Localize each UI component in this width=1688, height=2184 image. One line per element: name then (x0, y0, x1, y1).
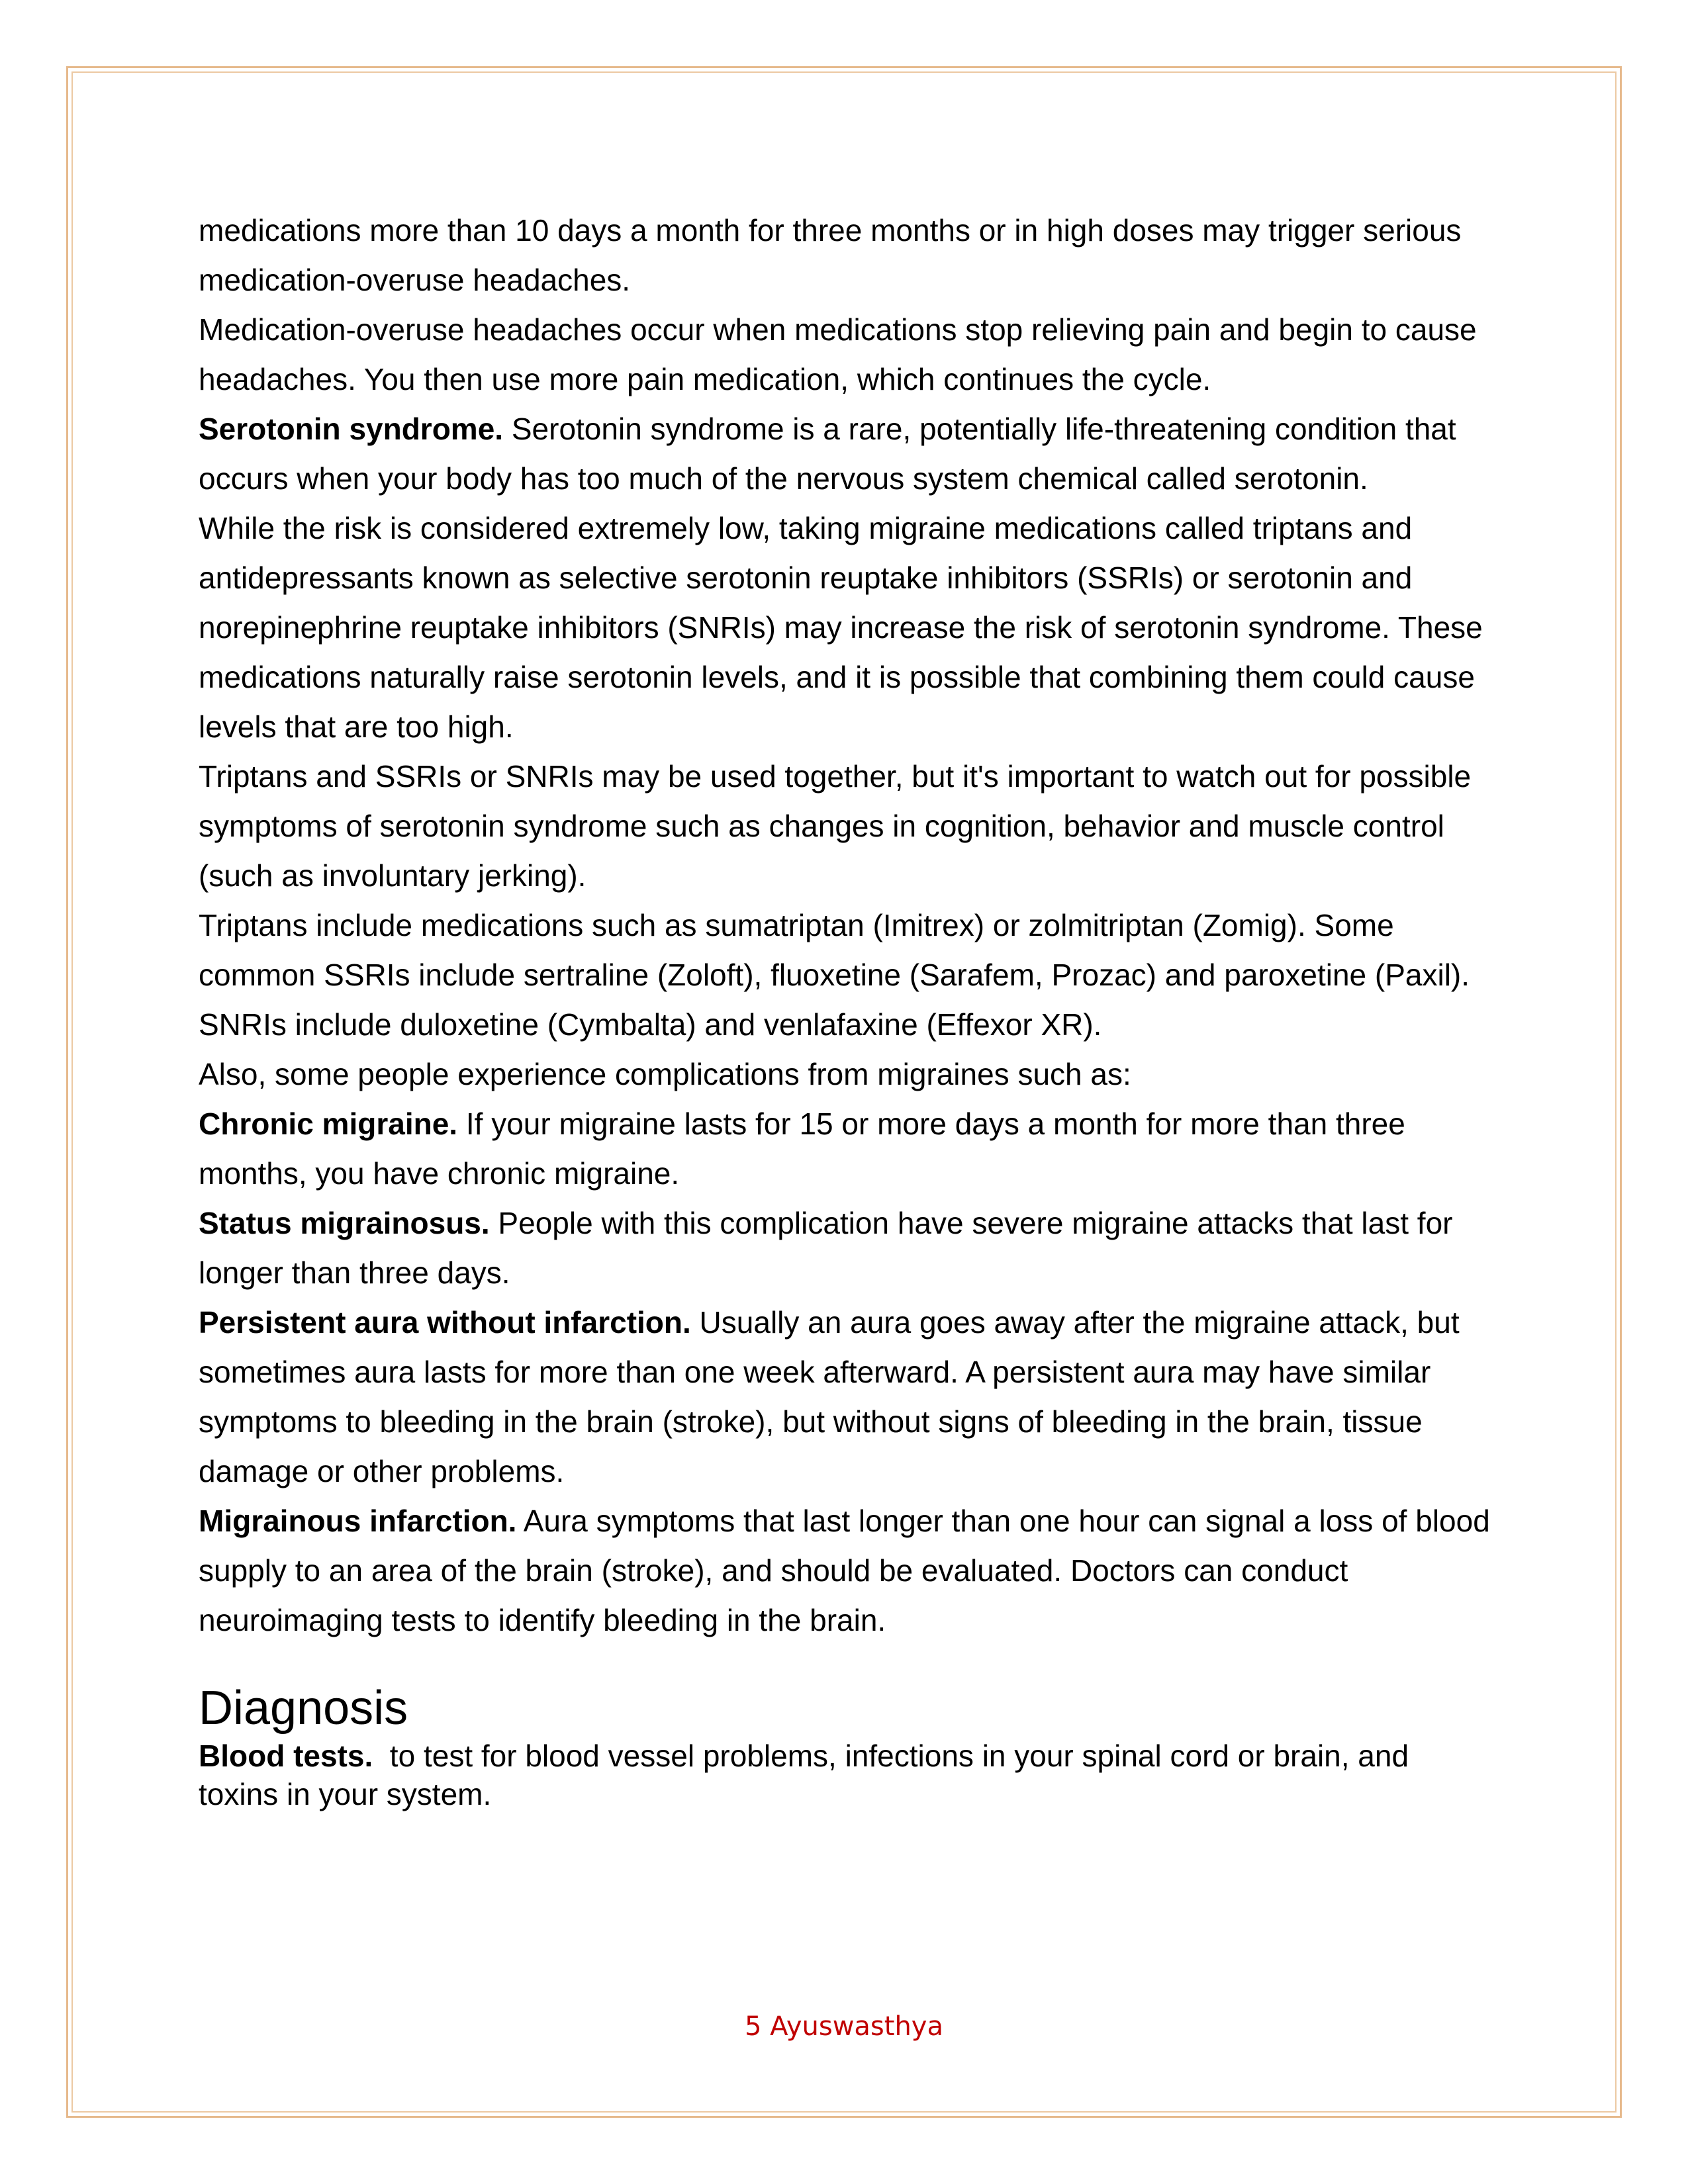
paragraph-text: Medication-overuse headaches occur when medications stop relieving pain and begin to cause headaches. You then use more pain medication, which continues the cycle. (199, 312, 1477, 396)
section-heading-diagnosis: Diagnosis (199, 1682, 408, 1735)
paragraph-lead: Serotonin syndrome. (199, 412, 504, 446)
paragraph-lead: Chronic migraine. (199, 1107, 458, 1141)
paragraph-text: Serotonin syndrome is a rare, potentially life-threatening condition that occurs when your body has too much of the nervous system chemical called serotonin. (199, 412, 1456, 496)
paragraph-blood-tests (199, 1737, 1496, 1813)
paragraph-persistent-aura (199, 1298, 1496, 1496)
paragraph-text: to test for blood vessel problems, infections in your spinal cord or brain, and toxins in your system. (199, 1739, 1417, 1811)
paragraph-text: Triptans and SSRIs or SNRIs may be used together, but it's important to watch out for possible symptoms of serotonin syndrome such as changes in cognition, behavior and muscle control (such as involuntary jerking). (199, 759, 1472, 893)
paragraph-overuse-cycle (199, 305, 1496, 404)
paragraph-medication-examples (199, 901, 1496, 1050)
paragraph-chronic-migraine (199, 1099, 1496, 1199)
paragraph-text: Triptans include medications such as sumatriptan (Imitrex) or zolmitriptan (Zomig). Some common SSRIs include sertraline (Zoloft), fluoxetine (Sarafem, Prozac) and paroxetine (Paxil). SNRIs include duloxetine (Cymbalta) and venlafaxine (Effexor XR). (199, 908, 1470, 1042)
paragraph-lead: Persistent aura without infarction. (199, 1305, 691, 1340)
paragraph-complications-intro (199, 1050, 1496, 1099)
paragraph-serotonin-risk (199, 504, 1496, 752)
paragraph-text: People with this complication have severe migraine attacks that last for longer than three days. (199, 1206, 1453, 1290)
paragraph-lead: Blood tests. (199, 1739, 373, 1773)
document-body (199, 206, 1496, 1813)
paragraph-text: medications more than 10 days a month for three months or in high doses may trigger serious medication-overuse headaches. (199, 213, 1462, 297)
paragraph-serotonin-syndrome (199, 404, 1496, 504)
paragraph-text: While the risk is considered extremely low, taking migraine medications called triptans and antidepressants known as selective serotonin reuptake inhibitors (SSRIs) or serotonin and norepinephrine reuptake inhibitors (SNRIs) may increase the risk of serotonin syndrome. These medications naturally raise serotonin levels, and it is possible that combining them could cause levels that are too high. (199, 511, 1483, 744)
paragraph-lead: Migrainous infarction. (199, 1504, 517, 1538)
paragraph-triptans-ssris (199, 752, 1496, 901)
paragraph-status-migrainosus (199, 1199, 1496, 1298)
paragraph-text: Usually an aura goes away after the migraine attack, but sometimes aura lasts for more than one week afterward. A persistent aura may have similar symptoms to bleeding in the brain (stroke), but without signs of bleeding in the brain, tissue damage or other problems. (199, 1305, 1460, 1488)
paragraph-text: Aura symptoms that last longer than one hour can signal a loss of blood supply to an area of the brain (stroke), and should be evaluated. Doctors can conduct neuroimaging tests to identify bleeding in the brain. (199, 1504, 1490, 1637)
paragraph-text: If your migraine lasts for 15 or more days a month for more than three months, you have chronic migraine. (199, 1107, 1405, 1191)
paragraph-migrainous-infarction (199, 1496, 1496, 1645)
page-footer: 5 Ayuswasthya (745, 2011, 943, 2042)
paragraph-overuse-continued (199, 206, 1496, 305)
paragraph-lead: Status migrainosus. (199, 1206, 490, 1240)
paragraph-text: Also, some people experience complications from migraines such as: (199, 1057, 1131, 1091)
